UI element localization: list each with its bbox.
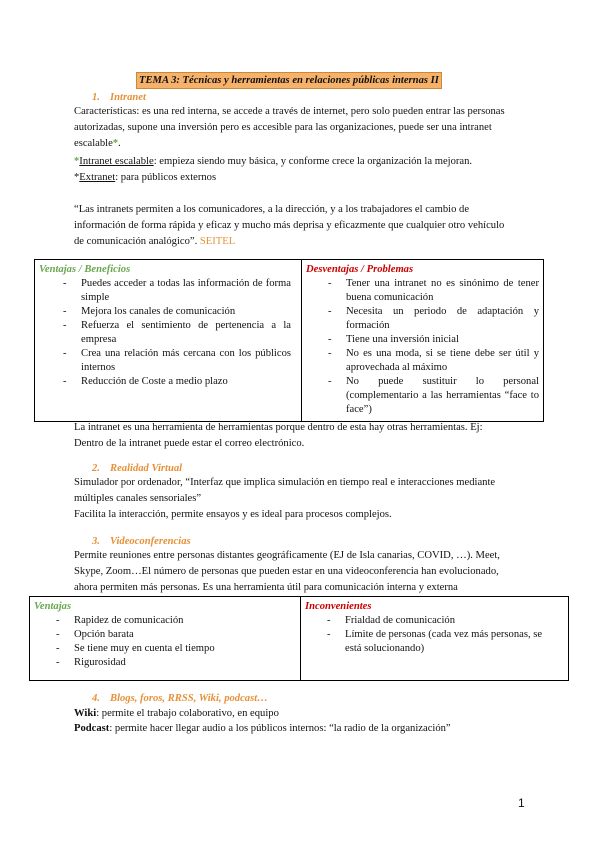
asterisk-marker: * xyxy=(74,172,80,183)
videoconferencias-pros-cons-table xyxy=(29,596,569,681)
intranet-description xyxy=(74,104,505,152)
section-title: Blogs, foros, RRSS, Wiki, podcast… xyxy=(110,693,268,704)
list-item: - Se tiene muy en cuenta el tiempo xyxy=(74,642,296,656)
disadvantages-heading: Inconvenientes xyxy=(305,601,372,612)
podcast-line: Podcast: permite hacer llegar audio a los públicos internos: “la radio de la organización” xyxy=(74,723,451,734)
list-item: - Rapidez de comunicación xyxy=(74,614,296,628)
section-title: Videoconferencias xyxy=(110,536,191,547)
page-title: TEMA 3: Técnicas y herramientas en relaciones públicas internas II xyxy=(136,72,442,89)
intranet-pros-cons-table xyxy=(34,259,544,422)
list-item: - Puedes acceder a todas las información de forma simple xyxy=(81,277,291,305)
advantages-heading: Ventajas / Beneficios xyxy=(39,264,131,275)
wiki-line: Wiki: permite el trabajo colaborativo, en equipo xyxy=(74,708,279,719)
section-number: 1. xyxy=(92,92,100,103)
section-number: 4. xyxy=(92,693,100,704)
section-number: 2. xyxy=(92,463,100,474)
list-item: - Reducción de Coste a medio plazo xyxy=(81,375,291,389)
list-item: - Mejora los canales de comunicación xyxy=(81,305,291,319)
section-title: Intranet xyxy=(110,92,146,103)
list-item: - No es una moda, si se tiene debe ser útil y aprovechada al máximo xyxy=(346,347,539,375)
section-number: 3. xyxy=(92,536,100,547)
term-extranet: Extranet xyxy=(79,172,116,183)
paragraph-line: Características: es una red interna, se accede a través de internet, pero solo pueden entrar las personas xyxy=(74,106,505,117)
term-wiki: Wiki xyxy=(74,708,97,719)
asterisk-marker: * xyxy=(112,138,119,149)
paragraph-line: autorizadas, supone una inversión pero es accesible para las organizaciones, puede ser una intranet xyxy=(74,122,492,133)
disadvantages-cell xyxy=(301,597,569,681)
list-item: - Refuerza el sentimiento de pertenencia a la empresa xyxy=(81,319,291,347)
extranet-line: *Extranet: para públicos externos xyxy=(74,172,217,183)
list-item: - Límite de personas (cada vez más personas, se está solucionando) xyxy=(345,628,544,656)
intranet-note: La intranet es una herramienta de herramientas porque dentro de esta hay otras herramientas. Ej: Dentro de la intranet puede estar el correo electrónico. xyxy=(74,422,483,449)
list-item: - Opción barata xyxy=(74,628,296,642)
advantages-heading: Ventajas xyxy=(34,601,72,612)
term-podcast: Podcast xyxy=(74,723,110,734)
paragraph-line: escalable*. xyxy=(74,138,121,149)
asterisk-marker: * xyxy=(74,156,80,167)
list-item: - Necesita un periodo de adaptación y formación xyxy=(346,305,539,333)
list-item: - Tener una intranet no es sinónimo de tener buena comunicación xyxy=(346,277,539,305)
section-heading-blogs xyxy=(92,691,268,707)
advantages-cell xyxy=(30,597,301,681)
list-item: - No puede sustituir lo personal (complementario a las herramientas “face to face”) xyxy=(346,375,539,417)
page-number: 1 xyxy=(518,796,525,810)
seitel-quote: “Las intranets permiten a los comunicadores, a la dirección, y a los trabajadores el cambio de información de forma rápida y eficaz y mucho más deprisa y eficazmente que cualquier otro vehículo de comunicación analógico”. SEITEL xyxy=(74,204,505,247)
videoconferencias-text: Permite reuniones entre personas distantes geográficamente (EJ de Isla canarias, COVID, …). Meet, Skype, Zoom…El número de personas que pueden estar en una videoconferencia han evolucionado, ahora permiten más personas. Es una herramienta útil para comunicación interna y externa xyxy=(74,550,500,593)
quote-source: SEITEL xyxy=(199,236,236,247)
disadvantages-cell xyxy=(302,260,544,422)
intranet-escalable-line: *Intranet escalable: empieza siendo muy básica, y conforme crece la organización la mejoran. xyxy=(74,156,473,167)
list-item: - Frialdad de comunicación xyxy=(345,614,544,628)
list-item: - Tiene una inversión inicial xyxy=(346,333,539,347)
list-item: - Rigurosidad xyxy=(74,656,296,670)
disadvantages-heading: Desventajas / Problemas xyxy=(306,264,414,275)
advantages-cell xyxy=(35,260,302,422)
section-title: Realidad Virtual xyxy=(110,463,183,474)
term-intranet-escalable: Intranet escalable xyxy=(79,156,154,167)
list-item: - Crea una relación más cercana con los públicos internos xyxy=(81,347,291,375)
realidad-virtual-text: Simulador por ordenador, “Interfaz que implica simulación en tiempo real e interacciones mediante múltiples canales sensoriales” Facilita la interacción, permite ensayos y es ideal para procesos complejos. xyxy=(74,477,496,520)
